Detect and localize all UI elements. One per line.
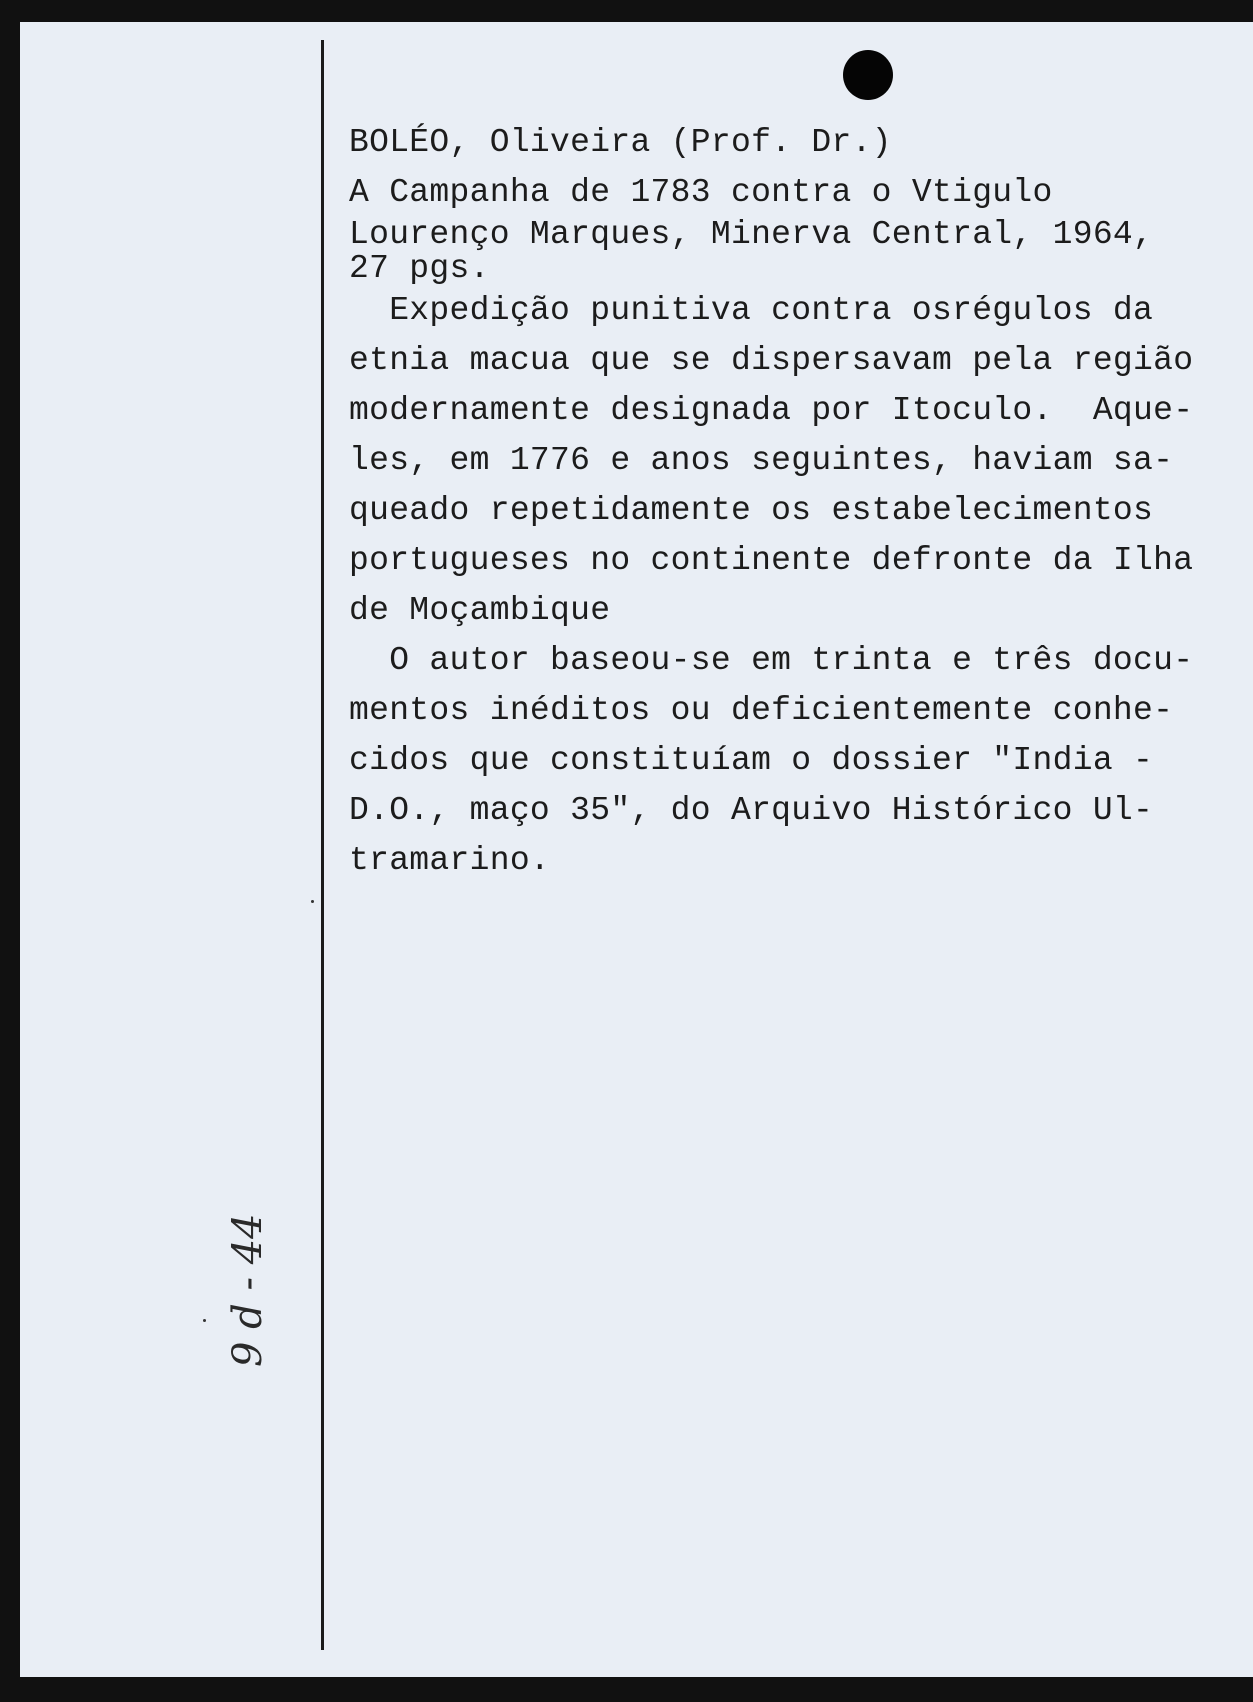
abstract-line: les, em 1776 e anos seguintes, haviam sa- [349,442,1174,479]
abstract-line: mentos inéditos ou deficientemente conhe- [349,692,1174,729]
abstract-line: D.O., maço 35", do Arquivo Histórico Ul- [349,792,1154,829]
abstract-line: modernamente designada por Itoculo. Aque- [349,392,1194,429]
margin-rule [321,40,324,1650]
citation-publication: Lourenço Marques, Minerva Central, 1964, [349,216,1154,253]
abstract-line: portugueses no continente defronte da Ilha [349,542,1194,579]
abstract-line: queado repetidamente os estabelecimentos [349,492,1154,529]
abstract-line: de Moçambique [349,592,611,629]
punch-hole [843,50,893,100]
index-card [20,22,1253,1677]
ink-speck [203,1319,206,1322]
citation-author: BOLÉO, Oliveira (Prof. Dr.) [349,124,892,161]
abstract-line: O autor baseou-se em trinta e três docu- [349,642,1194,679]
abstract-line: Expedição punitiva contra osrégulos da [349,292,1154,329]
citation-pages: 27 pgs. [349,250,490,287]
card-text [349,118,1229,886]
abstract-line: etnia macua que se dispersavam pela região [349,342,1194,379]
ink-speck [311,900,314,903]
citation-title: A Campanha de 1783 contra o Vtigulo [349,174,1053,211]
abstract-line: cidos que constituíam o dossier "India - [349,742,1154,779]
abstract-line: tramarino. [349,842,551,879]
handwritten-margin-note: 9 d - 44 [225,1213,271,1367]
